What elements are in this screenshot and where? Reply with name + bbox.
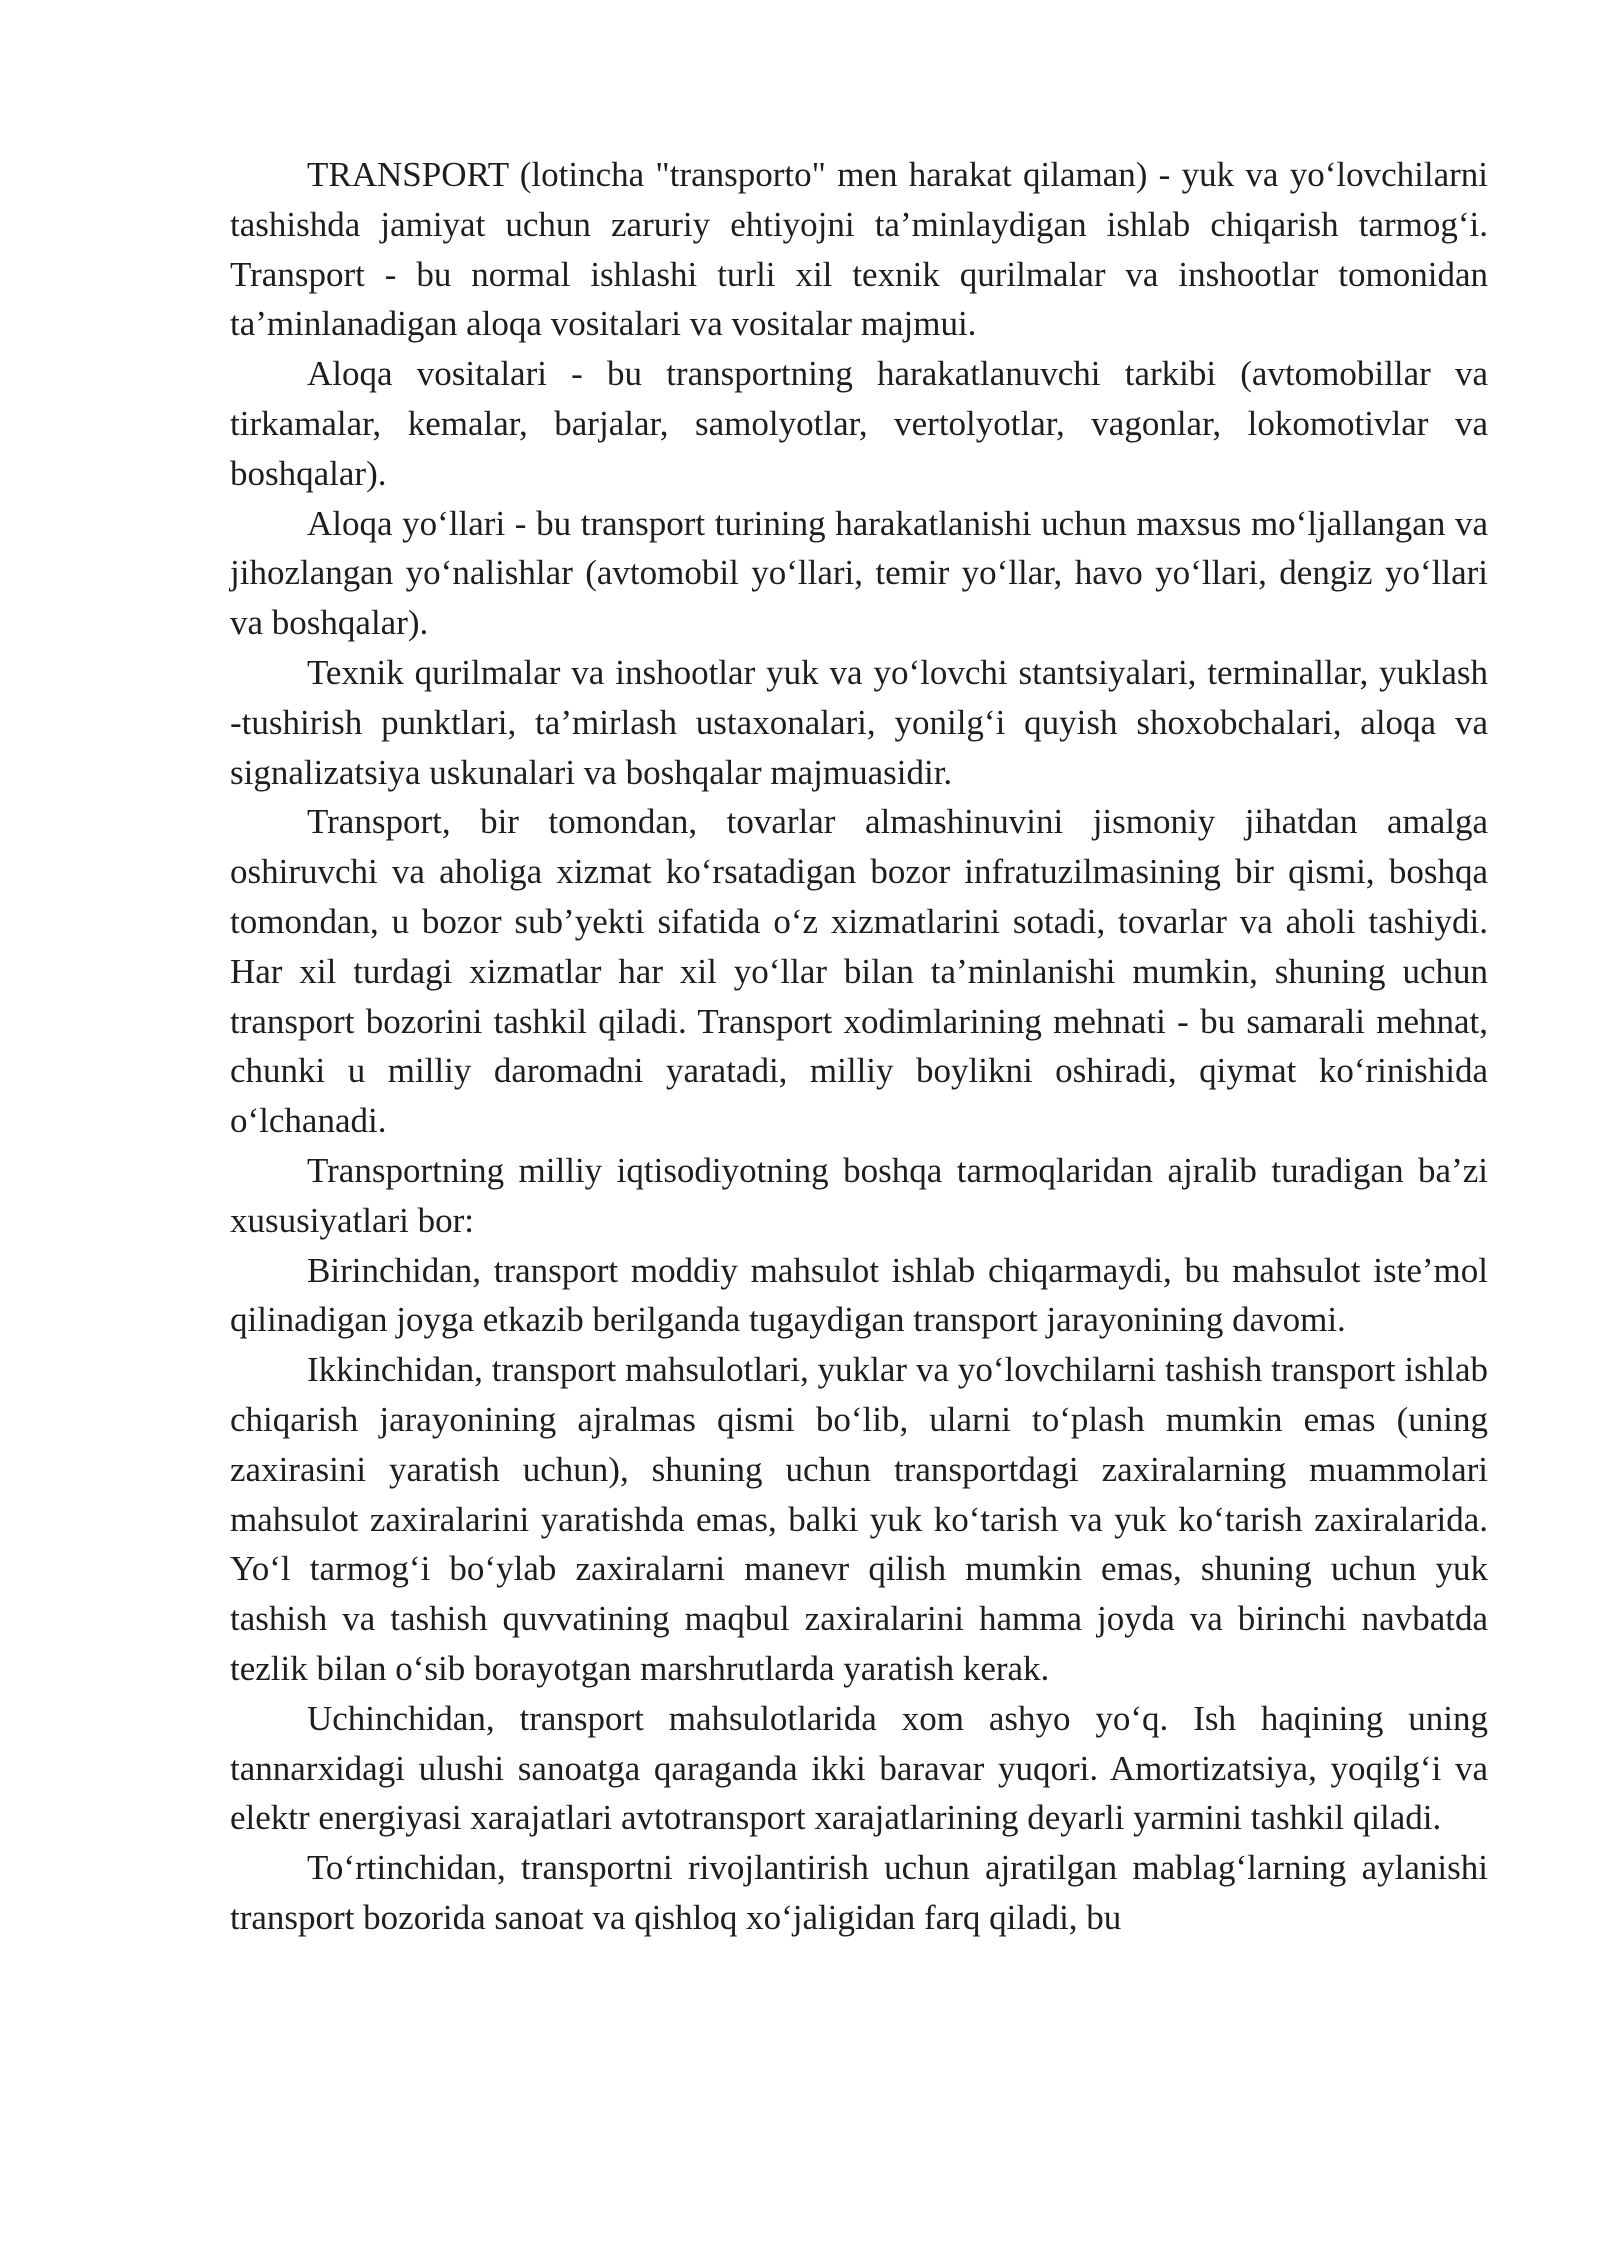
paragraph-2: Aloqa vositalari - bu transportning harakatlanuvchi tarkibi (avtomobillar va tirkamalar, kemalar, barjalar, samolyotlar, vertolyotlar, vagonlar, lokomotivlar va boshqalar). xyxy=(230,354,1488,493)
paragraph-5: Transport, bir tomondan, tovarlar almashinuvini jismoniy jihatdan amalga oshiruvchi va aholiga xizmat ko‘rsatadigan bozor infratuzilmasining bir qismi, boshqa tomondan, u bozor sub’yekti sifatida o‘z xizmatlarini sotadi, tovarlar va aholi tashiydi. Har xil turdagi xizmatlar har xil yo‘llar bilan ta’minlanishi mumkin, shuning uchun transport bozorini tashkil qiladi. Transport xodimlarining mehnati - bu samarali mehnat, chunki u milliy daromadni yaratadi, milliy boylikni oshiradi, qiymat ko‘rinishida o‘lchanadi. xyxy=(230,802,1488,1141)
paragraph-6: Transportning milliy iqtisodiyotning boshqa tarmoqlaridan ajralib turadigan ba’zi xususiyatlari bor: xyxy=(230,1150,1488,1240)
document-body xyxy=(230,150,1488,1943)
paragraph-8: Ikkinchidan, transport mahsulotlari, yuklar va yo‘lovchilarni tashish transport ishlab chiqarish jarayonining ajralmas qismi bo‘lib, ularni to‘plash mumkin emas (uning zaxirasini yaratish uchun), shuning uchun transportdagi zaxiralarning muammolari mahsulot zaxiralarini yaratishda emas, balki yuk ko‘tarish va yuk ko‘tarish zaxiralarida. Yo‘l tarmog‘i bo‘ylab zaxiralarni manevr qilish mumkin emas, shuning uchun yuk tashish va tashish quvvatining maqbul zaxiralarini hamma joyda va birinchi navbatda tezlik bilan o‘sib borayotgan marshrutlarda yaratish kerak. xyxy=(230,1350,1488,1688)
paragraph-1: TRANSPORT (lotincha "transporto" men harakat qilaman) - yuk va yo‘lovchilarni tashishda jamiyat uchun zaruriy ehtiyojni ta’minlaydigan ishlab chiqarish tarmog‘i. Transport - bu normal ishlashi turli xil texnik qurilmalar va inshootlar tomonidan ta’minlanadigan aloqa vositalari va vositalar majmui. xyxy=(230,155,1488,344)
paragraph-4: Texnik qurilmalar va inshootlar yuk va yo‘lovchi stantsiyalari, terminallar, yuklash -tushirish punktlari, ta’mirlash ustaxonalari, yonilg‘i quyish shoxobchalari, aloqa va signalizatsiya uskunalari va boshqalar majmuasidir. xyxy=(230,652,1488,792)
paragraph-10: To‘rtinchidan, transportni rivojlantirish uchun ajratilgan mablag‘larning aylanishi transport bozorida sanoat va qishloq xo‘jaligidan farq qiladi, bu xyxy=(230,1848,1488,1937)
paragraph-3: Aloqa yo‘llari - bu transport turining harakatlanishi uchun maxsus mo‘ljallangan va jihozlangan yo‘nalishlar (avtomobil yo‘llari, temir yo‘llar, havo yo‘llari, dengiz yo‘llari va boshqalar). xyxy=(230,503,1488,643)
paragraph-9: Uchinchidan, transport mahsulotlarida xom ashyo yo‘q. Ish haqining uning tannarxidagi ulushi sanoatga qaraganda ikki baravar yuqori. Amortizatsiya, yoqilg‘i va elektr energiyasi xarajatlari avtotransport xarajatlarining deyarli yarmini tashkil qiladi. xyxy=(230,1698,1488,1838)
paragraph-7: Birinchidan, transport moddiy mahsulot ishlab chiqarmaydi, bu mahsulot iste’mol qilinadigan joyga etkazib berilganda tugaydigan transport jarayonining davomi. xyxy=(230,1250,1488,1340)
